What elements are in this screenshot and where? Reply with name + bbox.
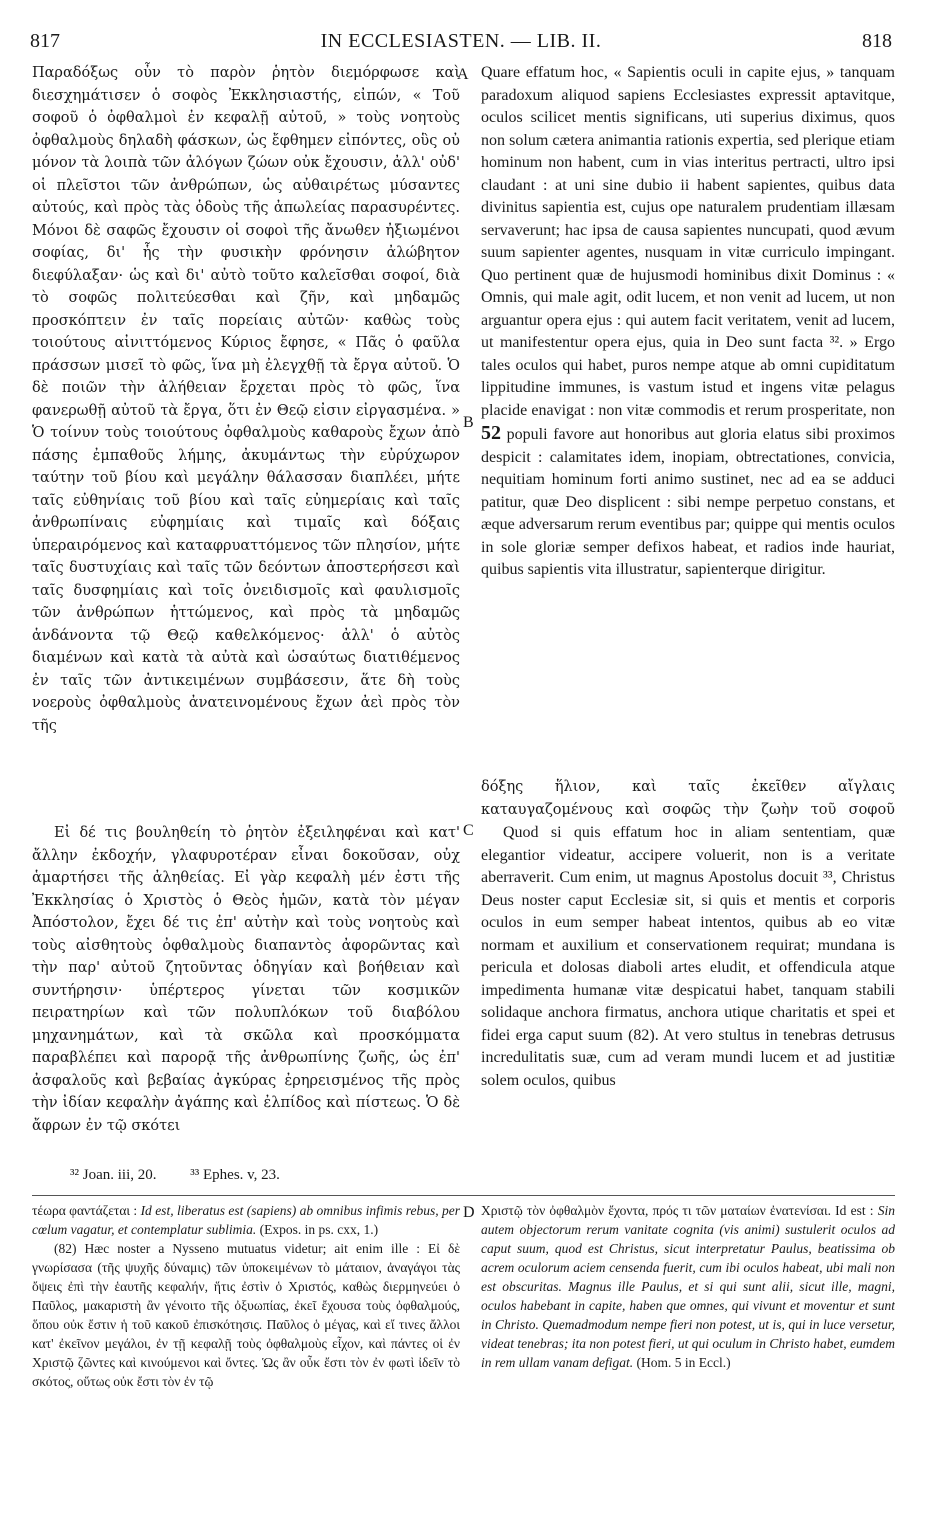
greek-bridge-line xyxy=(32,776,895,822)
column-number: 52 xyxy=(481,422,501,444)
note-latin-italic: Id est, liberatus est (sapiens) ab omnibus infimis rebus, per cœlum vagatur, et contemplatur sublimia. xyxy=(32,1203,460,1237)
footnote-rule xyxy=(32,1195,895,1196)
latin-paragraph-c: Quod si quis effatum hoc in aliam sententiam, quæ elegantior videatur, accipere voluerit, non is a veritate aberraverit. Cum enim, ut magnus Apostolus docuit ³³, Christus Deus noster caput Ecclesiæ sit, si quis et mentis et corporis oculos in eum semper habeat intentos, quibus ab eo vitæ normam et auxilium et conservationem requirat; mundana is pericula et dolosas diaboli artes eludit, et offendicula atque impedimenta humanæ vitæ despicatui habet, tanquam stabili solidaque anchora firmatus, anchora utique charitatis et spei et fidei erga caput suum (82). At vero stultus in tenebras detrusus incredulitatis suæ, cum ad veram mundi lucem et ad justitiæ solem oculos, quibus xyxy=(481,824,895,1089)
latin-text-part-1: Quare effatum hoc, « Sapientis oculi in capite ejus, » tanquam paradoxum aliquod sapiens Ecclesiastes expressit aptavitque, oculos scilicet mentis significans, uti superius diximus, quos non solum cætera animantia rationis expertia, sed plerique etiam hominum non habent, cum in vias interitus pertracti, ultro ipsi claudant : at uni sine dubio ii habent sapientes, quibus data divinitus sapientia est, cujus ope naturalem prudentiam illæsam servaverunt; hac ipsa de causa sapientes nuncupati, quod ævum suum sapienter agentes, nusquam in vitæ curriculo impingant. Quo pertinent quæ de hujusmodi hominibus dixit Dominus : « Omnis, qui male agit, odit lucem, et non venit ad lucem, ut non arguantur opera ejus : qui autem facit veritatem, venit ad lucem, ut manifestentur opera ejus, quia in Deo sunt facta ³². » Ergo tales oculos qui habet, puros nempe atque ab omni cupiditatum lippitudine immunes, is vastum istud et ingens vitæ pelagus placide enavigat : non vitæ commodis et rerum prosperitate, non xyxy=(481,64,895,419)
latin-text-part-2: populi favore aut honoribus aut gloria elatus sibi proximos despicit : calamitates idem, inopiam, obtrectationes, convicia, nequitiam hominum forti animo sustinet, nec ad ea se adduci patitur, quæ Deo displicent : sibi nempe perpetuo constans, et æque adversarum rerum eventibus par; quippe qui mentis oculos in sole gloriæ semper defixos habeat, et radios inde hauriat, quibus sapientis vita illustratur, sapienterque dirigitur. xyxy=(481,426,895,578)
page-number-right: 818 xyxy=(862,30,892,52)
latin-column-main xyxy=(481,62,895,792)
latin-column-c xyxy=(481,822,895,1152)
note-82-continuation xyxy=(481,1201,895,1372)
scripture-footnotes xyxy=(70,1167,570,1184)
notes-column-left xyxy=(32,1201,460,1531)
latin-paragraph-main xyxy=(481,62,895,582)
note-greek-end: Χριστῷ τὸν ὀφθαλμὸν ἔχοντα, πρός τι τῶν ματαίων ἐνατενίσαι. Id est : xyxy=(481,1203,878,1218)
footnote-33: ³³ Ephes. v, 23. xyxy=(190,1167,280,1183)
margin-mark-a: A xyxy=(457,66,469,83)
greek-column-c xyxy=(32,822,460,1152)
footnote-32: ³² Joan. iii, 20. xyxy=(70,1167,157,1183)
note-source: (Hom. 5 in Eccl.) xyxy=(633,1355,731,1370)
margin-mark-c: C xyxy=(463,822,474,839)
note-82: (82) Hæc noster a Nysseno mutuatus videtur; ait enim ille : Εἰ δὲ γνωρίσασα (τῆς ψυχῆς δύναμις) τῶν ὑποκειμένων τὸ μάταιον, ἀναγάγοι τὰς ὄψεις ἐπὶ τὴν ἑαυτῆς κεφαλήν, ἥτις ἐστὶν ὁ Χριστός, καθὼς διερμηνεύει ὁ Παῦλος, μακαριστὴ ἂν γένοιτο τῆς ὀξυωπίας, ἐκεῖ ἔχουσα τοὺς ὀφθαλμούς, ὅπου οὐκ ἔστιν ἡ τοῦ κακοῦ ἐπισκότησις. Παῦλος ὁ μέγας, καὶ εἴ τινες ἄλλοι κατ' ἐκεῖνον μεγάλοι, ἐν τῇ κεφαλῇ τοὺς ὀφθαλμοὺς εἶχον, καὶ πάντες οἱ ἐν Χριστῷ ζῶντες καὶ κινούμενοι καὶ ὄντες. Ὡς ἂν οὖκ ἔστι τὸν ἐν φωτὶ ἰδεῖν τὸ σκότος, οὕτως οὐκ ἔστι τὸν ἐν τῷ xyxy=(32,1241,460,1389)
margin-mark-b: B xyxy=(463,414,474,431)
note-citation: (Expos. in ps. cxx, 1.) xyxy=(256,1222,379,1237)
page-number-left: 817 xyxy=(30,30,60,52)
note-continuation xyxy=(32,1201,460,1239)
running-title: IN ECCLESIASTEN. — LIB. II. xyxy=(320,30,602,52)
notes-column-right xyxy=(481,1201,895,1531)
note-greek-tail: τέωρα φαντάζεται : xyxy=(32,1203,141,1218)
running-header xyxy=(30,30,892,56)
greek-bridge-text: δόξης ἥλιον, καὶ ταῖς ἐκεῖθεν αἴγλαις καταυγαζομένους καὶ σοφῶς τὴν ζωὴν τοῦ σοφοῦ xyxy=(481,779,895,818)
note-latin-translation: Sin autem objectorum rerum vanitate cognita (vis animi) sustulerit oculos ad caput suum, quod est Christus, sicut interpretatur Paulus, beatissima ob acrem oculorum aciem censenda fuerit, cum ibi oculos habeat, ubi mali non est obscuritas. Magnus ille Paulus, et si qui sunt alii, sicut ille, magni, oculos habebant in capite, haben que omnes, qui vivunt et moventur et sunt in Christo. Quemadmodum nempe fieri non potest, ut is, qui in luce versetur, videat tenebras; ita non potest fieri, ut qui oculum in Christo habet, eumdem in rem ullam vanam defigat. xyxy=(481,1203,895,1370)
greek-paragraph-c: Εἰ δέ τις βουληθείη τὸ ῥητὸν ἐξειληφέναι καὶ κατ' ἄλλην ἐκδοχήν, γλαφυροτέραν εἶναι δοκοῦσαν, οὐχ ἁμαρτήσει τῆς ἀληθείας. Εἰ γὰρ κεφαλὴ μέν ἐστι τῆς Ἐκκλησίας ὁ Χριστὸς ὁ Θεὸς ἡμῶν, κατὰ τὸν μέγαν Ἀπόστολον, ἔχει δέ τις ἐπ' αὐτὴν καὶ τοὺς νοητοὺς καὶ τοὺς αἰσθητοὺς ὀφθαλμοὺς διαπαντὸς ἀφορῶντας καὶ τὴν παρ' αὐτοῦ ζητοῦντας ὁδηγίαν καὶ βοήθειαν καὶ συντήρησιν· ὑπέρτερος γίνεται τῶν κοσμικῶν πειρατηρίων καὶ τῶν πολυπλόκων τοῦ διαβόλου μηχανημάτων, καὶ τὰ σκῶλα καὶ προσκόμματα παραβλέπει καὶ παρορᾷ τῆς ἀνθρωπίνης ζωῆς, ὡς ἐπ' ἀσφαλοῦς καὶ βεβαίας ἀγκύρας ἐρηρεισμένος τῆς πρὸς τὴν ἰδίαν κεφαλὴν ἀγάπης καὶ ἐλπίδος καὶ πίστεως. Ὁ δὲ ἄφρων ἐν τῷ σκότει xyxy=(32,825,460,1134)
greek-paragraph-main: Παραδόξως οὖν τὸ παρὸν ῥητὸν διεμόρφωσε καὶ διεσχημάτισεν ὁ σοφὸς Ἐκκλησιαστής, εἰπών, « Τοῦ σοφοῦ ὁ ὀφθαλμοὶ ἐν κεφαλῇ αὐτοῦ, » τοὺς νοητοὺς ὀφθαλμοὺς δηλαδὴ φάσκων, ὡς ἔφθημεν εἰπόντες, οὓς οὐ μόνον τὰ λοιπὰ τῶν ἀλόγων ζώων οὐκ ἔχουσιν, ἀλλ' οὐδ' οἱ πλεῖστοι τῶν ἀνθρώπων, ὡς αὐθαιρέτως μύσαντες αὐτούς, καὶ πρὸς τὰς ὁδοὺς τῆς ἀπωλείας παρασυρέντες. Μόνοι δὲ σαφῶς ἔχουσιν οἱ σοφοὶ τῆς ἄνωθεν ἠξιωμένοι σοφίας, δι' ἧς τὴν φυσικὴν φρόνησιν ἀλώβητον διεφύλαξαν· ὡς καὶ δι' αὐτὸ τοῦτο καλεῖσθαι σοφοί, διὰ τὸ σοφῶς πολιτεύεσθαι καὶ ζῆν, καὶ μηδαμῶς προσκόπτειν ἐν ταῖς πορείαις αὐτῶν· καθὼς τοὺς τοιούτους αἰνιττόμενος Κύριος ἔφησε, « Πᾶς ὁ φαῦλα πράσσων μισεῖ τὸ φῶς, ἵνα μὴ ἐλεγχθῇ τὰ ἔργα αὐτοῦ. Ὁ δὲ ποιῶν τὴν ἀλήθειαν ἔρχεται πρὸς τὸ φῶς, ἵνα φανερωθῇ αὐτοῦ τὰ ἔργα, ὅτι ἐν Θεῷ εἰσιν εἰργασμένα. » Ὁ τοίνυν τοὺς τοιούτους ὀφθαλμοὺς καθαροὺς ἔχων ἀπὸ πάσης ἐμπαθοῦς λήμης, ἀκυμάντως τὴν εὐρύχωρον ταύτην τοῦ βίου καὶ μεγάλην θάλασσαν διαπλέει, μήτε ταῖς εὐθηνίαις τοῦ βίου καὶ ταῖς εὐημερίαις καὶ ταῖς ἀνθρωπίναις εὐφημίαις καὶ τιμαῖς καὶ δόξαις ὑπεραιρόμενος καὶ καταφρυαττόμενος τῶν πλησίον, μήτε ταῖς δυστυχίαις καὶ ταῖς τῶν δεόντων ἀποστερήσεσι καὶ ταῖς δυσφημίαις καὶ τοῖς ὀνειδισμοῖς καὶ φαυλισμοῖς τῶν ἀνθρώπων ἡττώμενος, καὶ πρὸς τὰ μηδαμῶς ἁνδάνοντα τῷ Θεῷ καθελκόμενος· ἀλλ' ὁ αὐτὸς διαμένων καὶ κατὰ τὰ αὐτὰ καὶ ὡσαύτως διατιθέμενος ἐν ταῖς τῶν ἀντικειμένων συμβάσεσιν, ἅτε δὴ τοὺς νοεροὺς ὀφθαλμοὺς ἀνατεινομένους ἔχων ἀεὶ πρὸς τὸν τῆς xyxy=(32,65,460,734)
margin-mark-d: D xyxy=(463,1204,475,1221)
